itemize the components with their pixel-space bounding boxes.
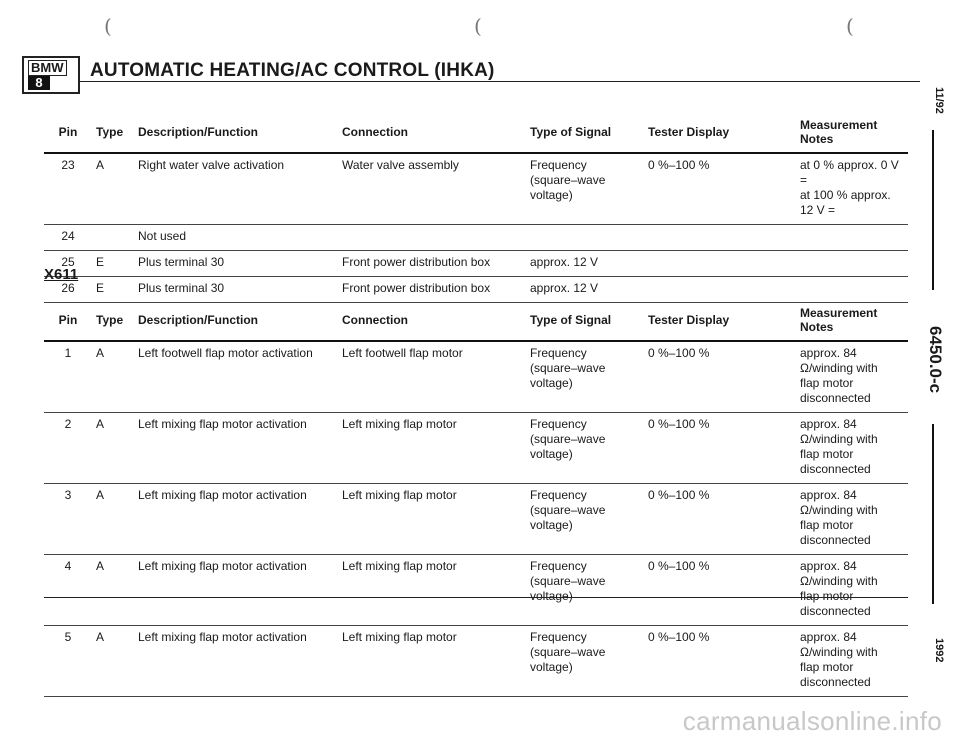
section-label: X611 [44,266,79,283]
page-header [22,56,495,94]
side-line [932,424,934,604]
description-cell: Left mixing flap motor activation [138,488,307,502]
tester-cell [644,225,796,251]
description-cell: Left footwell flap motor activation [138,346,313,360]
connection-cell: Water valve assembly [342,158,459,172]
table-row [44,484,908,555]
signal-cell: approx. 12 V [530,281,599,295]
scan-mark: ( [846,14,854,38]
connection-cell [338,225,526,251]
col-notes: Measurement Notes [796,302,908,341]
bmw-logo [22,56,80,94]
tester-cell [644,277,796,303]
col-tester: Tester Display [644,302,796,341]
notes-cell: at 0 % approx. 0 V = at 100 % approx. 12 V = [800,158,899,217]
pin-cell: 26 [61,281,75,295]
type-cell: A [96,559,105,573]
page-title: AUTOMATIC HEATING/AC CONTROL (IHKA) [90,60,495,81]
table-row [44,225,908,251]
tester-cell [644,251,796,277]
logo-brand: BMW [28,60,67,76]
signal-cell [526,225,644,251]
table-row [44,626,908,697]
col-description: Description/Function [134,114,338,153]
signal-cell: Frequency (square–wave voltage) [530,346,606,390]
scan-mark: ( [474,14,482,38]
side-code: 6450.0-c [926,326,945,394]
table-row [44,413,908,484]
tester-cell: 0 %–100 % [648,417,710,431]
type-cell: A [96,346,105,360]
table-row [44,153,908,225]
pin-cell: 1 [64,346,72,360]
col-type: Type [92,302,134,341]
pin-table-2 [44,302,908,697]
tester-cell: 0 %–100 % [648,559,710,573]
table-header-row [44,302,908,341]
pin-cell: 23 [61,158,75,172]
notes-cell [796,277,908,303]
side-year: 1992 [933,637,945,663]
description-cell: Not used [138,229,187,243]
connection-cell: Left mixing flap motor [342,630,457,644]
connection-cell: Left mixing flap motor [342,488,457,502]
notes-cell: approx. 84 Ω/winding with flap motor disconnected [800,417,878,476]
col-description: Description/Function [134,302,338,341]
watermark: carmanualsonline.info [682,706,942,736]
side-line [932,130,934,290]
connection-cell: Front power distribution box [342,281,491,295]
scan-mark: ( [104,14,112,38]
notes-cell: approx. 84 Ω/winding with flap motor disconnected [800,559,878,618]
notes-cell: approx. 84 Ω/winding with flap motor disconnected [800,488,878,547]
col-notes: Measurement Notes [796,114,908,153]
tester-cell: 0 %–100 % [648,630,710,644]
signal-cell: approx. 12 V [530,255,599,269]
description-cell: Right water valve activation [138,158,285,172]
description-cell: Left mixing flap motor activation [138,417,307,431]
side-margin [918,60,948,680]
logo-model: 8 [28,76,50,90]
description-cell: Plus terminal 30 [138,281,225,295]
signal-cell: Frequency (square–wave voltage) [530,630,606,674]
pin-cell: 3 [64,488,72,502]
table-header-row [44,114,908,153]
pin-cell: 2 [64,417,72,431]
type-cell: A [96,488,105,502]
type-cell: E [96,281,105,295]
col-pin: Pin [44,114,92,153]
table-row [44,555,908,626]
description-cell: Left mixing flap motor activation [138,630,307,644]
tester-cell: 0 %–100 % [648,346,710,360]
type-cell: E [96,255,105,269]
bottom-divider [44,597,908,598]
type-cell: A [96,158,105,172]
title-divider [80,81,920,82]
col-signal: Type of Signal [526,302,644,341]
signal-cell: Frequency (square–wave voltage) [530,559,606,603]
connection-cell: Front power distribution box [342,255,491,269]
connection-cell: Left mixing flap motor [342,559,457,573]
pin-cell: 5 [64,630,72,644]
signal-cell: Frequency (square–wave voltage) [530,158,606,202]
col-type: Type [92,114,134,153]
type-cell: A [96,630,105,644]
notes-cell [796,225,908,251]
notes-cell: approx. 84 Ω/winding with flap motor disconnected [800,630,878,689]
pin-cell: 4 [64,559,72,573]
pin-table-1 [44,114,908,303]
signal-cell: Frequency (square–wave voltage) [530,488,606,532]
tester-cell: 0 %–100 % [648,488,710,502]
description-cell: Plus terminal 30 [138,255,225,269]
notes-cell: approx. 84 Ω/winding with flap motor disconnected [800,346,878,405]
pin-cell: 24 [61,229,75,243]
col-connection: Connection [338,302,526,341]
type-cell: A [96,417,105,431]
description-cell: Left mixing flap motor activation [138,559,307,573]
pin-cell: 25 [61,255,75,269]
table-row [44,341,908,413]
connection-cell: Left mixing flap motor [342,417,457,431]
type-cell [92,225,134,251]
tester-cell: 0 %–100 % [648,158,710,172]
notes-cell [796,251,908,277]
col-tester: Tester Display [644,114,796,153]
col-connection: Connection [338,114,526,153]
col-signal: Type of Signal [526,114,644,153]
signal-cell: Frequency (square–wave voltage) [530,417,606,461]
connection-cell: Left footwell flap motor [342,346,463,360]
table-row [44,251,908,277]
table-row [44,277,908,303]
side-date: 11/92 [933,86,945,114]
col-pin: Pin [44,302,92,341]
